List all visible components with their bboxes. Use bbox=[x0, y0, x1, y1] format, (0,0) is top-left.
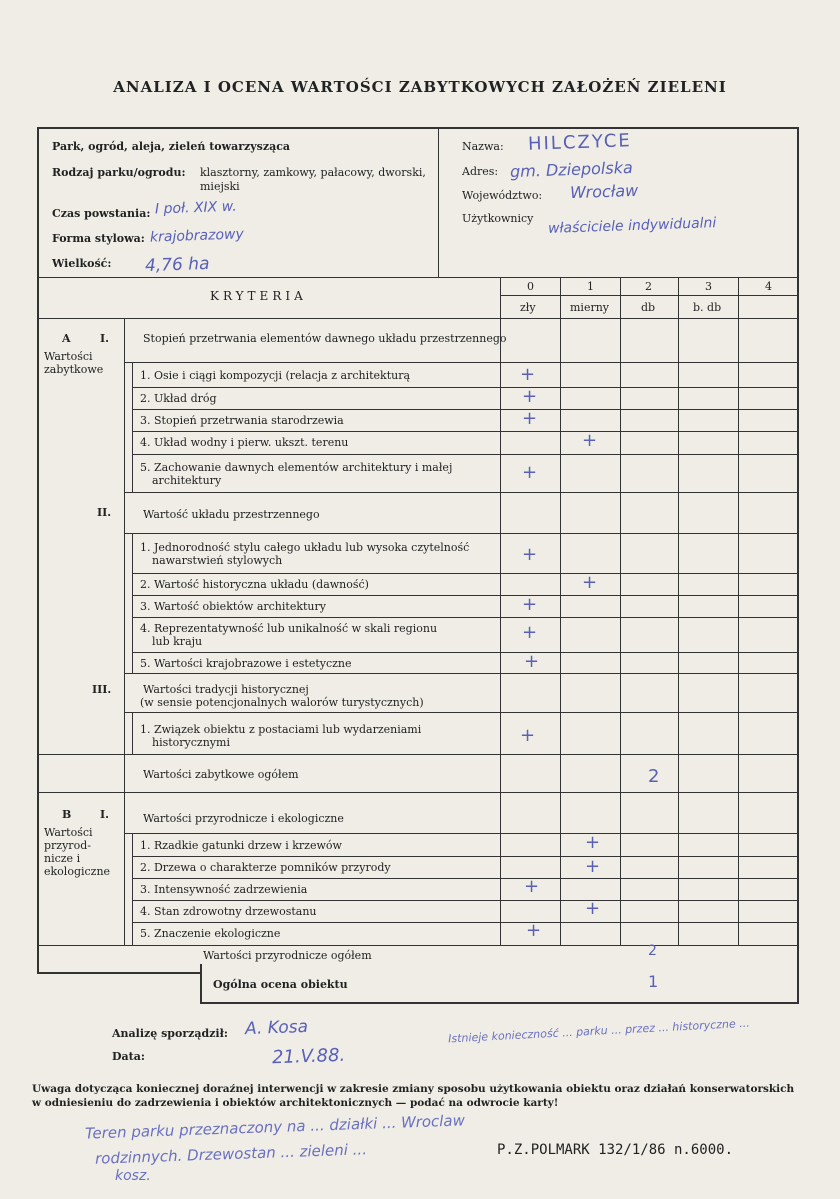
wielkosc-value: 4,76 ha bbox=[144, 253, 210, 277]
warning-text: Uwaga dotycząca koniecznej doraźnej interwencji w zakresie zmiany sposobu użytkowania obiektu oraz działań konserwatorskich bbox=[32, 1083, 795, 1095]
g2-row-2: 2. Wartość historyczna układu (dawność) bbox=[140, 578, 369, 591]
row-line bbox=[132, 878, 799, 879]
criteria-header-bottom bbox=[37, 318, 799, 319]
criteria-header-mid bbox=[500, 295, 799, 296]
g1-mark-1: + bbox=[520, 364, 536, 385]
g3-row-1b: historycznymi bbox=[152, 736, 230, 749]
row-line bbox=[37, 792, 799, 793]
wojewodztwo-value: Wrocław bbox=[569, 180, 639, 203]
g1-row-3: 3. Stopień przetrwania starodrzewia bbox=[140, 414, 344, 427]
g2-row-5: 5. Wartości krajobrazowe i estetyczne bbox=[140, 657, 352, 670]
row-line bbox=[132, 454, 799, 455]
row-line bbox=[124, 712, 799, 713]
g2-mark-1: + bbox=[522, 544, 538, 565]
col-line-4 bbox=[738, 277, 739, 945]
b-row-1: 1. Rzadkie gatunki drzew i krzewów bbox=[140, 839, 342, 852]
indent-line-1 bbox=[132, 362, 133, 492]
forma-value: krajobrazowy bbox=[149, 226, 245, 246]
section-a-name: Wartości zabytkowe bbox=[44, 350, 104, 376]
header-divider bbox=[438, 127, 439, 277]
b-row-4: 4. Stan zdrowotny drzewostanu bbox=[140, 905, 317, 918]
row-line bbox=[124, 833, 799, 834]
col-line-0 bbox=[500, 277, 501, 945]
b-row-2: 2. Drzewa o charakterze pomników przyrody bbox=[140, 861, 391, 874]
section-b-name-2: przyrod- bbox=[44, 839, 91, 852]
row-line bbox=[124, 362, 799, 363]
wielkosc-label: Wielkość: bbox=[52, 257, 112, 270]
indent-line-b bbox=[132, 833, 133, 945]
analysed-value: A. Kosa bbox=[244, 1016, 309, 1040]
b-mark-1: + bbox=[585, 832, 601, 853]
row-line bbox=[132, 922, 799, 923]
g1-row-5b: architektury bbox=[152, 474, 222, 487]
row-line bbox=[132, 573, 799, 574]
uzytkownicy-value: właściciele indywidualni bbox=[547, 215, 717, 237]
section-b-name-1: Wartości bbox=[44, 826, 93, 839]
side-note: Istnieje konieczność ... parku ... przez ... historyczne ... bbox=[447, 1016, 750, 1046]
g2-mark-4: + bbox=[522, 622, 538, 643]
row-line bbox=[132, 387, 799, 388]
uzytkownicy-label: Użytkownicy bbox=[462, 212, 534, 225]
group1-num: I. bbox=[100, 332, 109, 345]
g2-row-3: 3. Wartość obiektów architektury bbox=[140, 600, 326, 613]
forma-label: Forma stylowa: bbox=[52, 232, 145, 245]
section-b-title: Wartości przyrodnicze i ekologiczne bbox=[143, 812, 344, 825]
total-a-value: 2 bbox=[648, 766, 660, 787]
indent-line-3 bbox=[132, 712, 133, 754]
rodzaj-label: Rodzaj parku/ogrodu: bbox=[52, 166, 186, 179]
group3-num: III. bbox=[92, 683, 112, 696]
b-row-3: 3. Intensywność zadrzewienia bbox=[140, 883, 308, 896]
park-label: Park, ogród, aleja, zieleń towarzysząca bbox=[52, 140, 291, 153]
col-num-0: 0 bbox=[527, 280, 534, 293]
group2-num: II. bbox=[97, 506, 112, 519]
g1-row-2: 2. Układ dróg bbox=[140, 392, 217, 405]
row-line bbox=[37, 945, 799, 946]
g2-row-4: 4. Reprezentatywność lub unikalność w skali regionu bbox=[140, 622, 438, 635]
row-line bbox=[132, 431, 799, 432]
wojewodztwo-label: Województwo: bbox=[462, 189, 543, 202]
nazwa-value: HILCZYCE bbox=[527, 130, 633, 155]
section-b-num: I. bbox=[100, 808, 109, 821]
group3-title-2: (w sensie potencjonalnych walorów turystycznych) bbox=[140, 696, 424, 709]
row-line bbox=[132, 900, 799, 901]
g3-row-1: 1. Związek obiektu z postaciami lub wydarzeniami bbox=[140, 723, 422, 736]
rodzaj-options-2: miejski bbox=[200, 180, 240, 193]
b-row-5: 5. Znaczenie ekologiczne bbox=[140, 927, 281, 940]
g1-mark-4: + bbox=[582, 430, 598, 451]
g1-mark-3: + bbox=[522, 408, 538, 429]
handnote-3: kosz. bbox=[115, 1168, 151, 1184]
g2-mark-2: + bbox=[582, 572, 598, 593]
row-line bbox=[132, 856, 799, 857]
b-mark-4: + bbox=[585, 898, 601, 919]
czas-value: I poł. XIX w. bbox=[154, 198, 237, 218]
criteria-label: KRYTERIA bbox=[210, 289, 307, 303]
g2-mark-3: + bbox=[522, 594, 538, 615]
g2-row-1b: nawarstwień stylowych bbox=[152, 554, 283, 567]
section-b-name-3: nicze i bbox=[44, 852, 81, 865]
col-name-3: b. db bbox=[693, 301, 722, 314]
g1-row-5: 5. Zachowanie dawnych elementów architektury i małej bbox=[140, 461, 453, 474]
g2-row-4b: lub kraju bbox=[152, 635, 203, 648]
handnote-2: rodzinnych. Drzewostan ... zieleni ... bbox=[94, 1140, 368, 1168]
row-line bbox=[132, 595, 799, 596]
b-mark-2: + bbox=[585, 856, 601, 877]
g1-row-1: 1. Osie i ciągi kompozycji (relacja z architekturą bbox=[140, 369, 411, 382]
group2-title: Wartość układu przestrzennego bbox=[143, 508, 320, 521]
page-title: ANALIZA I OCENA WARTOŚCI ZABYTKOWYCH ZAŁOŻEŃ ZIELENI bbox=[113, 78, 727, 96]
col-line-2 bbox=[620, 277, 621, 945]
col-num-3: 3 bbox=[705, 280, 712, 293]
b-mark-5: + bbox=[526, 920, 542, 941]
date-label: Data: bbox=[112, 1050, 145, 1063]
col-name-1: mierny bbox=[570, 301, 610, 314]
row-line bbox=[37, 754, 799, 755]
row-line bbox=[124, 533, 799, 534]
warning-text-2: w odniesieniu do zadrzewienia i obiektów architektonicznych — podać na odwrocie karty! bbox=[32, 1097, 559, 1109]
row-line bbox=[124, 673, 799, 674]
total-b-label: Wartości przyrodnicze ogółem bbox=[203, 949, 372, 962]
adres-value: gm. Dziepolska bbox=[509, 157, 634, 182]
header-bottom-line bbox=[37, 277, 799, 278]
row-line bbox=[132, 617, 799, 618]
b-mark-3: + bbox=[524, 876, 540, 897]
section-b-name-4: ekologiczne bbox=[44, 865, 111, 878]
overall-label: Ogólna ocena obiektu bbox=[213, 978, 348, 991]
col-line-1 bbox=[560, 277, 561, 945]
row-line bbox=[132, 652, 799, 653]
g2-mark-5: + bbox=[524, 651, 540, 672]
section-a-letter: A bbox=[62, 332, 71, 345]
row-line bbox=[132, 409, 799, 410]
row-line bbox=[124, 492, 799, 493]
date-value: 21.V.88. bbox=[271, 1044, 346, 1069]
total-a-label: Wartości zabytkowe ogółem bbox=[143, 768, 299, 781]
analysed-label: Analizę sporządził: bbox=[112, 1027, 228, 1040]
czas-label: Czas powstania: bbox=[52, 207, 151, 220]
adres-label: Adres: bbox=[462, 165, 499, 178]
col-num-2: 2 bbox=[645, 280, 652, 293]
handnote-1: Teren parku przeznaczony na ... działki ... Wroclaw bbox=[84, 1111, 466, 1143]
group3-title: Wartości tradycji historycznej bbox=[143, 683, 309, 696]
group1-title: Stopień przetrwania elementów dawnego układu przestrzennego bbox=[143, 332, 507, 345]
rodzaj-options: klasztorny, zamkowy, pałacowy, dworski, bbox=[200, 166, 426, 179]
printer-imprint: P.Z.POLMARK 132/1/86 n.6000. bbox=[497, 1142, 734, 1158]
col-name-2: db bbox=[641, 301, 656, 314]
g3-mark-1: + bbox=[520, 725, 536, 746]
g1-mark-2: + bbox=[522, 386, 538, 407]
total-b-value: 2 bbox=[648, 943, 657, 959]
g1-row-4: 4. Układ wodny i pierw. ukszt. terenu bbox=[140, 436, 349, 449]
g1-mark-5: + bbox=[522, 462, 538, 483]
overall-value: 1 bbox=[648, 972, 659, 991]
nazwa-label: Nazwa: bbox=[462, 140, 504, 153]
section-b-letter: B bbox=[62, 808, 72, 821]
g2-row-1: 1. Jednorodność stylu całego układu lub wysoka czytelność bbox=[140, 541, 470, 554]
col-name-0: zły bbox=[520, 301, 536, 314]
col-line-3 bbox=[678, 277, 679, 945]
col-num-4: 4 bbox=[765, 280, 772, 293]
section-divider bbox=[124, 318, 125, 945]
col-num-1: 1 bbox=[587, 280, 594, 293]
